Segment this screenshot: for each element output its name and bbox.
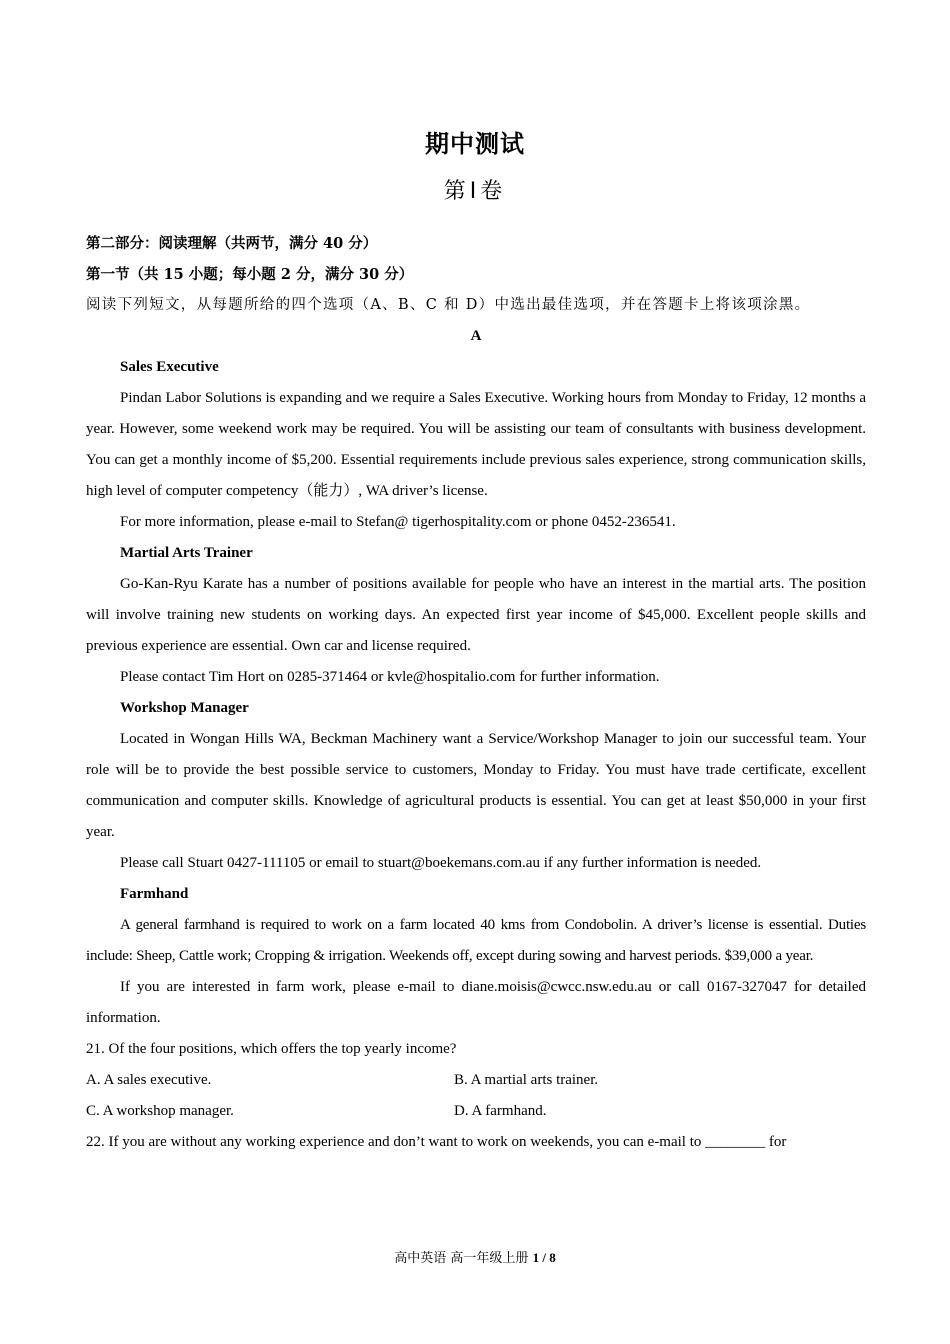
page-content	[86, 228, 866, 1158]
job-contact: Please contact Tim Hort on 0285-371464 or kvle@hospitalio.com for further information.	[120, 669, 660, 685]
job-title: Sales Executive	[120, 359, 219, 375]
passage-label: A	[470, 328, 482, 344]
job-description: Located in Wongan Hills WA, Beckman Machinery want a Service/Workshop Manager to join our successful team. Your role will be to provide the best possible service to customers, Monday to Friday. You must have trade certificate, excellent communication and computer skills. Knowledge of agricultural products is essential. You can get at least $50,000 in your first year.	[86, 731, 866, 840]
job-title: Martial Arts Trainer	[120, 545, 253, 561]
question-stem: 22. If you are without any working experience and don’t want to work on weekends, you can e-mail to ________ for	[86, 1134, 787, 1150]
footer-course: 高中英语 高一年级上册	[394, 1251, 529, 1266]
option-row	[86, 1065, 866, 1096]
page-subtitle: 第Ⅰ卷	[443, 179, 507, 204]
job-description: A general farmhand is required to work on a farm located 40 kms from Condobolin. A driver’s license is essential. Duties include: Sheep, Cattle work; Cropping & irrigation. Weekends off, except during sowing and harvest periods. $39,000 a year.	[86, 917, 866, 964]
job-description: Pindan Labor Solutions is expanding and we require a Sales Executive. Working hours from Monday to Friday, 12 months a year. However, some weekend work may be required. You will be assisting our team of consultants with business development. You can get a monthly income of $5,200. Essential requirements include previous sales experience, strong communication skills, high level of computer competency（能力）, WA driver’s license.	[86, 390, 866, 499]
job-title: Workshop Manager	[120, 700, 249, 716]
page-title: 期中测试	[425, 130, 525, 158]
job-title: Farmhand	[120, 886, 189, 902]
option-c: C. A workshop manager.	[86, 1103, 234, 1119]
instructions: 阅读下列短文，从每题所给的四个选项（A、B、C 和 D）中选出最佳选项，并在答题卡上将该项涂黑。	[86, 297, 811, 313]
option-d: D. A farmhand.	[454, 1103, 547, 1119]
job-contact: Please call Stuart 0427-111105 or email to stuart@boekemans.com.au if any further information is needed.	[120, 855, 762, 871]
option-b: B. A martial arts trainer.	[454, 1072, 599, 1088]
job-contact: If you are interested in farm work, please e-mail to diane.moisis@cwcc.nsw.edu.au or call 0167-327047 for detailed information.	[86, 979, 866, 1026]
question-stem: 21. Of the four positions, which offers the top yearly income?	[86, 1041, 457, 1057]
page-footer	[0, 1247, 950, 1266]
subsection-title: 第一节（共 15 小题；每小题 2 分，满分 30 分）	[86, 266, 414, 283]
option-a: A. A sales executive.	[86, 1072, 212, 1088]
page-number: 1 / 8	[532, 1250, 556, 1265]
option-row	[86, 1096, 866, 1127]
job-contact: For more information, please e-mail to Stefan@ tigerhospitality.com or phone 0452-236541.	[120, 514, 676, 530]
part-title: 第二部分：阅读理解（共两节，满分 40 分）	[86, 235, 378, 252]
job-description: Go-Kan-Ryu Karate has a number of positions available for people who have an interest in the martial arts. The position will involve training new students on working days. An expected first year income of $45,000. Excellent people skills and previous experience are essential. Own car and license required.	[86, 576, 866, 654]
